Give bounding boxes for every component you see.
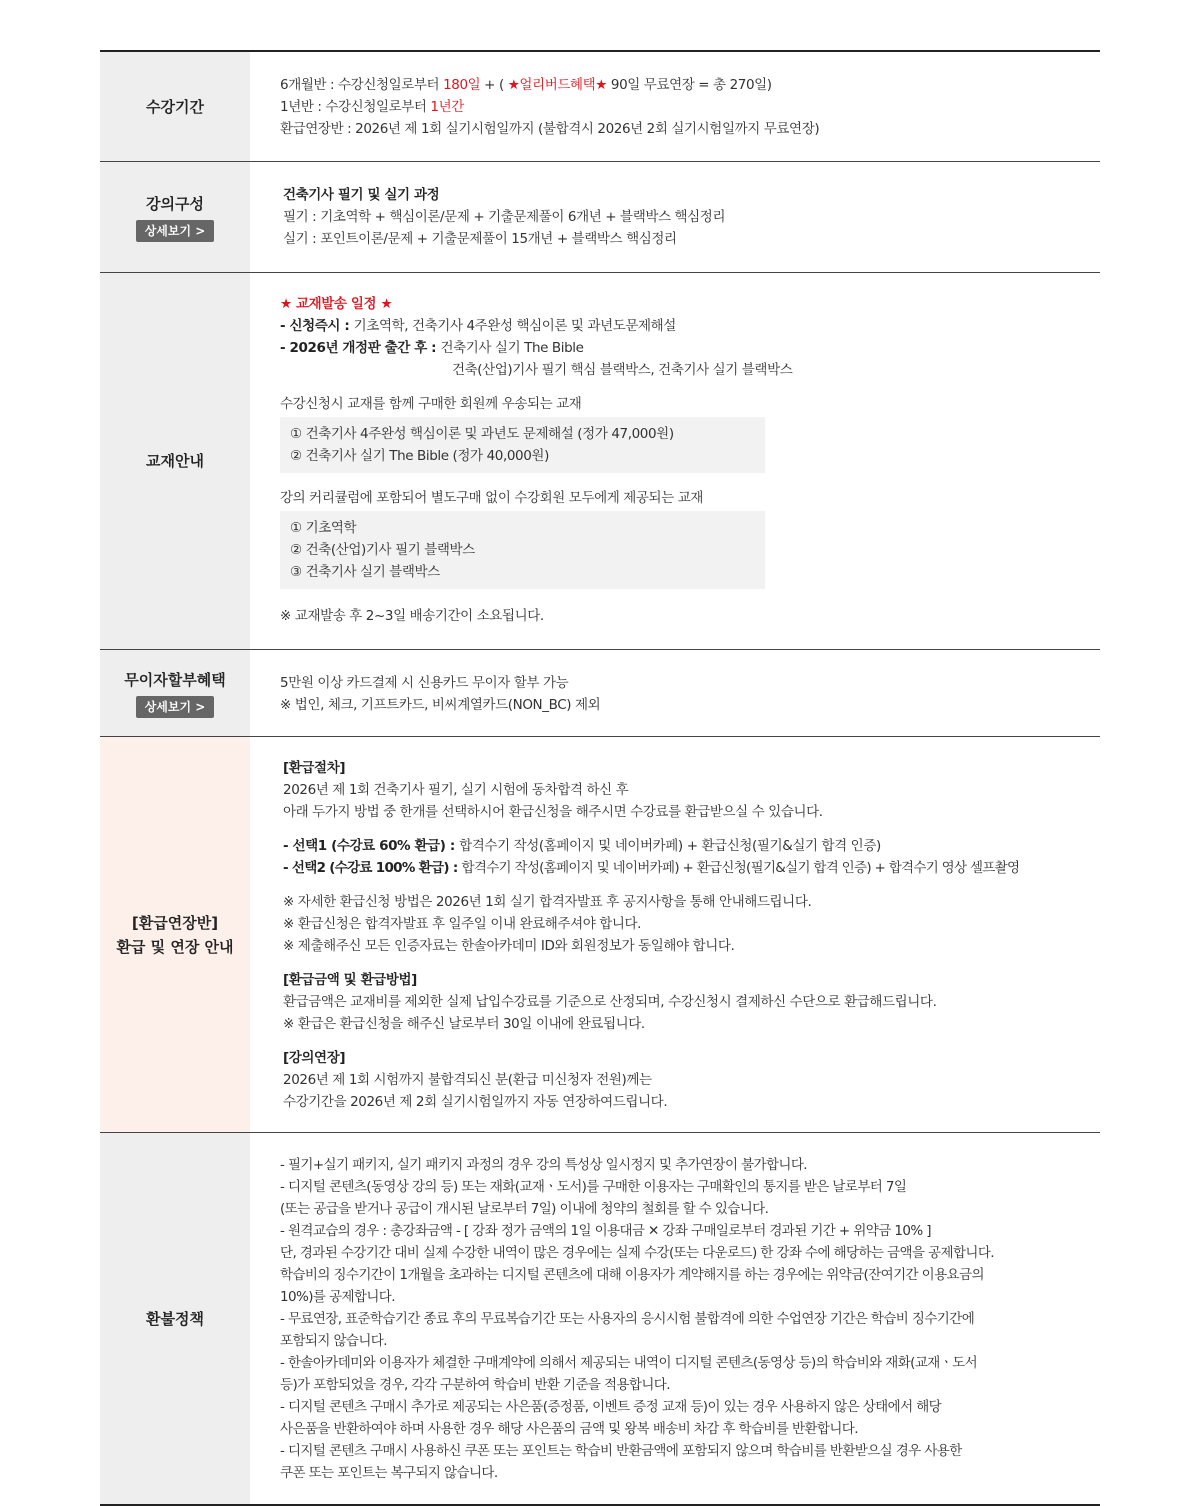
- policy-line: 학습비의 징수기간이 1개월을 초과하는 디지털 콘텐츠에 대해 이용자가 계약해지를 하는 경우에는 위약금(잔여기간 이용요금의: [280, 1267, 984, 1283]
- refund-option-1-text: 합격수기 작성(홈페이지 및 네이버카페) + 환급신청(필기&실기 합격 인증): [459, 838, 881, 854]
- period-content: [250, 52, 1100, 161]
- info-table: [100, 50, 1100, 1506]
- composition-title: 건축기사 필기 및 실기 과정: [283, 187, 440, 203]
- period-line1-b: + (: [480, 77, 508, 93]
- textbook-free-box: [280, 511, 765, 589]
- policy-content: [250, 1133, 1100, 1504]
- period-line-2: [280, 96, 1100, 118]
- policy-line: 사은품을 반환하여야 하며 사용한 경우 해당 사은품의 금액 및 왕복 배송비 차감 후 학습비를 반환합니다.: [280, 1421, 858, 1437]
- extension-line: 2026년 제 1회 시험까지 불합격되신 분(환급 미신청자 전원)께는: [283, 1072, 652, 1088]
- refund-note: ※ 환급신청은 합격자발표 후 일주일 이내 완료해주셔야 합니다.: [283, 916, 642, 932]
- composition-detail-button[interactable]: 상세보기 >: [136, 220, 215, 242]
- period-line1-days: 180일: [443, 77, 481, 93]
- policy-line: (또는 공급을 받거나 공급이 개시된 날로부터 7일) 이내에 청약의 철회를 할 수 있습니다.: [280, 1201, 769, 1217]
- refund-extension-header: [100, 737, 250, 1132]
- textbook-schedule-1-text: 기초역학, 건축기사 4주완성 핵심이론 및 과년도문제해설: [353, 318, 676, 334]
- textbook-schedule-title: ★ 교재발송 일정 ★: [280, 296, 393, 312]
- policy-line: 포함되지 않습니다.: [280, 1333, 387, 1349]
- refund-procedure-line: 아래 두가지 방법 중 한개를 선택하시어 환급신청을 해주시면 수강료를 환급받으실 수 있습니다.: [283, 804, 823, 820]
- refund-procedure-line: 2026년 제 1회 건축기사 필기, 실기 시험에 동차합격 하신 후: [283, 782, 629, 798]
- period-line-1: [280, 74, 1100, 96]
- textbook-schedule-2-text: 건축기사 실기 The Bible: [440, 340, 584, 356]
- textbook-shipping-note: ※ 교재발송 후 2~3일 배송기간이 소요됩니다.: [280, 608, 544, 624]
- row-refund-extension: [100, 737, 1100, 1133]
- textbook-free-title: 강의 커리큘럼에 포함되어 별도구매 없이 수강회원 모두에게 제공되는 교재: [280, 490, 704, 506]
- policy-header: [100, 1133, 250, 1504]
- policy-line: - 무료연장, 표준학습기간 종료 후의 무료복습기간 또는 사용자의 응시시험 불합격에 의한 수업연장 기간은 학습비 징수기간에: [280, 1311, 975, 1327]
- textbook-schedule-1: [280, 315, 1100, 337]
- row-composition: [100, 162, 1100, 273]
- refund-note: ※ 제출해주신 모든 인증자료는 한솔아카데미 ID와 회원정보가 동일해야 합니다.: [283, 938, 735, 954]
- policy-line: 10%)를 공제합니다.: [280, 1289, 395, 1305]
- installment-content: [250, 650, 1100, 736]
- textbook-schedule-1-label: - 신청즉시 :: [280, 318, 354, 334]
- textbook-header: [100, 273, 250, 649]
- refund-amount-line: 환급금액은 교재비를 제외한 실제 납입수강료를 기준으로 산정되며, 수강신청시 결제하신 수단으로 환급해드립니다.: [283, 994, 937, 1010]
- refund-option-2-text: 합격수기 작성(홈페이지 및 네이버카페) + 환급신청(필기&실기 합격 인증) + 합격수기 영상 셀프촬영: [461, 860, 1020, 876]
- refund-procedure-title: [환급절차]: [283, 760, 346, 776]
- policy-line: 단, 경과된 수강기간 대비 실제 수강한 내역이 많은 경우에는 실제 수강(또는 다운로드) 한 강좌 수에 해당하는 금액을 공제합니다.: [280, 1245, 994, 1261]
- textbook-schedule-2: [280, 337, 1100, 359]
- composition-header-label: 강의구성: [146, 195, 204, 213]
- textbook-header-label: 교재안내: [146, 452, 204, 470]
- textbook-free-item: ② 건축(산업)기사 필기 블랙박스: [290, 542, 475, 558]
- textbook-priority-item: ② 건축기사 실기 The Bible (정가 40,000원): [290, 448, 549, 464]
- installment-header: [100, 650, 250, 736]
- policy-line: - 디지털 콘텐츠 구매시 추가로 제공되는 사은품(증정품, 이벤트 증정 교재 등)이 있는 경우 사용하지 않은 상태에서 해당: [280, 1399, 942, 1415]
- textbook-priority-item: ① 건축기사 4주완성 핵심이론 및 과년도 문제해설 (정가 47,000원): [290, 426, 674, 442]
- refund-option-2-label: - 선택2 (수강료 100% 환급) :: [283, 860, 462, 876]
- textbook-schedule-2-text2: 건축(산업)기사 필기 핵심 블랙박스, 건축기사 실기 블랙박스: [452, 362, 793, 378]
- textbook-schedule-2-label: - 2026년 개정판 출간 후 :: [280, 340, 441, 356]
- refund-amount-line: ※ 환급은 환급신청을 해주신 날로부터 30일 이내에 완료됩니다.: [283, 1016, 645, 1032]
- period-line1-c: 90일 무료연장 = 총 270일): [607, 77, 772, 93]
- policy-line: - 필기+실기 패키지, 실기 패키지 과정의 경우 강의 특성상 일시정지 및 추가연장이 불가합니다.: [280, 1157, 807, 1173]
- policy-line: - 디지털 콘텐츠 구매시 사용하신 쿠폰 또는 포인트는 학습비 반환금액에 포함되지 않으며 학습비를 반환받으실 경우 사용한: [280, 1443, 962, 1459]
- refund-option-1-label: - 선택1 (수강료 60% 환급) :: [283, 838, 460, 854]
- row-textbook: [100, 273, 1100, 650]
- composition-header: [100, 162, 250, 272]
- textbook-free-item: ③ 건축기사 실기 블랙박스: [290, 564, 440, 580]
- installment-line-2: ※ 법인, 체크, 기프트카드, 비씨계열카드(NON_BC) 제외: [280, 697, 601, 713]
- period-early-bird: ★얼리버드혜택★: [507, 77, 607, 93]
- refund-option-2: [283, 857, 1100, 879]
- installment-header-label: 무이자할부혜택: [124, 671, 226, 689]
- installment-line-1: 5만원 이상 카드결제 시 신용카드 무이자 할부 가능: [280, 675, 569, 691]
- textbook-priority-title: 수강신청시 교재를 함께 구매한 회원께 우송되는 교재: [280, 396, 582, 412]
- refund-amount-title: [환급금액 및 환급방법]: [283, 972, 417, 988]
- refund-extension-header-2: 환급 및 연장 안내: [116, 937, 234, 956]
- extension-line: 수강기간을 2026년 제 2회 실기시험일까지 자동 연장하여드립니다.: [283, 1094, 668, 1110]
- row-period: [100, 52, 1100, 162]
- policy-line: - 한솔아카데미와 이용자가 체결한 구매계약에 의해서 제공되는 내역이 디지털 콘텐츠(동영상 등)의 학습비와 재화(교재ㆍ도서: [280, 1355, 978, 1371]
- textbook-content: [250, 273, 1100, 649]
- policy-header-label: 환불정책: [146, 1309, 204, 1328]
- refund-option-1: [283, 835, 1100, 857]
- composition-content: [250, 162, 1100, 272]
- period-line-3: 환급연장반 : 2026년 제 1회 실기시험일까지 (불합격시 2026년 2회 실기시험일까지 무료연장): [280, 121, 820, 137]
- textbook-free-item: ① 기초역학: [290, 520, 357, 536]
- policy-line: - 디지털 콘텐츠(동영상 강의 등) 또는 재화(교재ㆍ도서)를 구매한 이용자는 구매확인의 통지를 받은 날로부터 7일: [280, 1179, 907, 1195]
- refund-note: ※ 자세한 환급신청 방법은 2026년 1회 실기 합격자발표 후 공지사항을 통해 안내해드립니다.: [283, 894, 812, 910]
- textbook-priority-box: [280, 417, 765, 473]
- period-line2-a: 1년반 : 수강신청일로부터: [280, 99, 431, 115]
- extension-title: [강의연장]: [283, 1050, 346, 1066]
- row-refund-policy: [100, 1133, 1100, 1506]
- installment-detail-button[interactable]: 상세보기 >: [136, 696, 215, 718]
- policy-line: - 원격교습의 경우 : 총강좌금액 - [ 강좌 정가 금액의 1일 이용대금 ✕ 강좌 구매일로부터 경과된 기간 + 위약금 10% ]: [280, 1223, 931, 1239]
- period-line1-a: 6개월반 : 수강신청일로부터: [280, 77, 444, 93]
- refund-extension-header-1: [환급연장반]: [131, 913, 219, 932]
- policy-line: 등)가 포함되었을 경우, 각각 구분하여 학습비 반환 기준을 적용합니다.: [280, 1377, 670, 1393]
- composition-written: 필기 : 기초역학 + 핵심이론/문제 + 기출문제풀이 6개년 + 블랙박스 핵심정리: [283, 209, 726, 225]
- period-header: [100, 52, 250, 161]
- refund-extension-content: [250, 737, 1100, 1132]
- policy-line: 쿠폰 또는 포인트는 복구되지 않습니다.: [280, 1465, 498, 1481]
- period-line2-term: 1년간: [430, 99, 464, 115]
- composition-practical: 실기 : 포인트이론/문제 + 기출문제풀이 15개년 + 블랙박스 핵심정리: [283, 231, 677, 247]
- row-installment: [100, 650, 1100, 737]
- period-header-label: 수강기간: [146, 97, 204, 116]
